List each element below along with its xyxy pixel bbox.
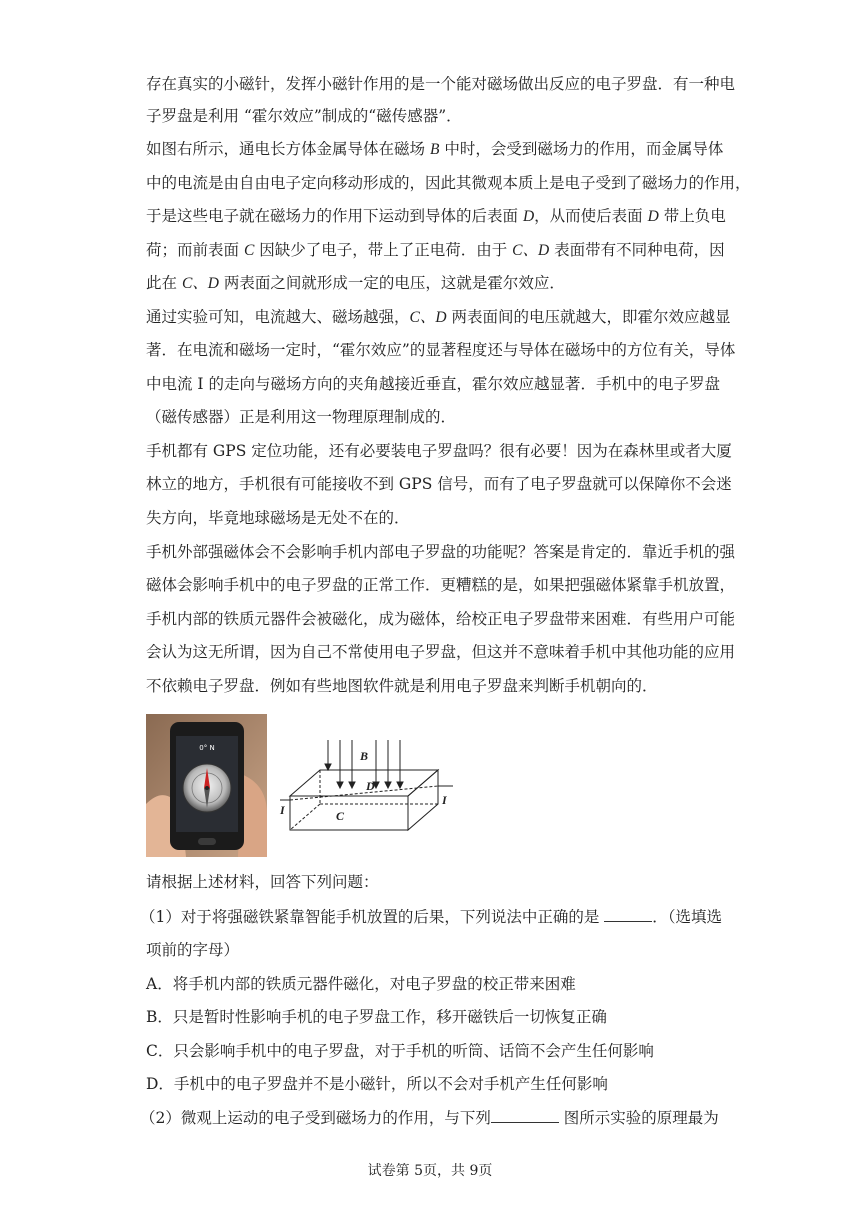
text-span: ，从而使后表面: [534, 207, 648, 225]
text-line: 存在真实的小磁针，发挥小磁针作用的是一个能对磁场做出反应的电子罗盘．有一种电: [146, 75, 736, 93]
symbol-cd: C、D: [181, 275, 219, 292]
box-top-face: [290, 770, 438, 796]
label-i-right: I: [442, 793, 447, 807]
text-span: 带上负电: [658, 207, 726, 225]
text-line: 子罗盘是利用 “霍尔效应”制成的“磁传感器”．: [146, 107, 462, 125]
text-line: [146, 206, 726, 227]
magnetic-field-arrows: [325, 740, 403, 788]
text-line: 著．在电流和磁场一定时，“霍尔效应”的显著程度还与导体在磁场中的方位有关，导体: [146, 341, 736, 359]
text-line: 失方向，毕竟地球磁场是无处不在的．: [146, 509, 410, 527]
text-line: 会认为这无所谓，因为自己不常使用电子罗盘，但这并不意味着手机中其他功能的应用: [146, 643, 736, 661]
text-span: 如图右所示，通电长方体金属导体在磁场: [146, 140, 430, 158]
hall-effect-diagram: [278, 738, 458, 838]
text-line: 手机内部的铁质元器件会被磁化，成为磁体，给校正电子罗盘带来困难．有些用户可能: [146, 610, 736, 628]
phone-compass-illustration: [146, 714, 267, 857]
text-span: 荷；而前表面: [146, 241, 244, 259]
symbol-c: C: [243, 242, 255, 259]
option-a: A．将手机内部的铁质元器件磁化，对电子罗盘的校正带来困难: [146, 975, 576, 993]
label-i-left: I: [280, 803, 285, 817]
text-span: ．（选填选: [652, 908, 723, 926]
text-line: 中的电流是由自由电子定向移动形成的，因此其微观本质上是电子受到了磁场力的作用，: [146, 174, 751, 192]
text-line: [146, 139, 723, 160]
symbol-b: B: [429, 141, 440, 158]
text-span: 两表面间的电压就越大，即霍尔效应越显: [446, 308, 731, 326]
text-span: 因缺少了电子，带上了正电荷．由于: [254, 241, 513, 259]
answer-blank-2[interactable]: [491, 1108, 559, 1123]
answer-blank-1[interactable]: [604, 907, 652, 922]
phone-compass-photo: [146, 714, 267, 857]
label-c: C: [336, 809, 345, 823]
symbol-cd: C、D: [512, 242, 550, 259]
text-span: （2）微观上运动的电子受到磁场力的作用，与下列: [140, 1109, 491, 1127]
text-line: 项前的字母）: [146, 941, 240, 959]
text-span: 通过实验可知，电流越大、磁场越强，: [146, 308, 410, 326]
text-span: 表面带有不同种电荷，因: [549, 241, 725, 259]
text-line: （磁传感器）正是利用这一物理原理制成的．: [146, 408, 457, 426]
option-d: D．手机中的电子罗盘并不是小磁针，所以不会对手机产生任何影响: [146, 1075, 608, 1093]
symbol-d: D: [522, 208, 535, 225]
text-line: [146, 307, 731, 328]
text-span: 此在: [146, 274, 182, 292]
text-line: 不依赖电子罗盘．例如有些地图软件就是利用电子罗盘来判断手机朝向的．: [146, 677, 658, 695]
text-span: 图所示实验的原理最为: [558, 1109, 719, 1127]
option-b: B．只是暂时性影响手机的电子罗盘工作，移开磁铁后一切恢复正确: [146, 1008, 607, 1026]
text-line: [146, 273, 565, 294]
text-span: 两表面之间就形成一定的电压，这就是霍尔效应．: [218, 274, 565, 292]
symbol-d: D: [647, 208, 659, 225]
text-line: 手机外部强磁体会不会影响手机内部电子罗盘的功能呢？答案是肯定的．靠近手机的强: [146, 543, 736, 561]
option-c: C．只会影响手机中的电子罗盘，对于手机的听筒、话筒不会产生任何影响: [146, 1042, 654, 1060]
compass-reading: 0° N: [199, 744, 215, 752]
questions-intro: 请根据上述材料，回答下列问题：: [146, 873, 379, 891]
box-right-face: [408, 770, 438, 830]
question-2-line: [140, 1108, 719, 1128]
symbol-cd: C、D: [409, 309, 447, 326]
text-span: 于是这些电子就在磁场力的作用下运动到导体的后表面: [146, 207, 523, 225]
label-d: D: [366, 779, 375, 793]
hall-effect-svg: [278, 738, 458, 838]
text-line: 磁体会影响手机中的电子罗盘的正常工作．更糟糕的是，如果把强磁体紧靠手机放置，: [146, 576, 736, 594]
box-front-face: [290, 796, 408, 830]
text-line: 手机都有 GPS 定位功能，还有必要装电子罗盘吗？很有必要！因为在森林里或者大厦: [146, 442, 732, 460]
text-span: 中时，会受到磁场力的作用，而金属导体: [439, 140, 724, 158]
page-footer: 试卷第 5页，共 9页: [367, 1163, 493, 1179]
text-line: [146, 240, 725, 261]
text-line: 林立的地方，手机很有可能接收不到 GPS 信号，而有了电子罗盘就可以保障你不会迷: [146, 475, 732, 493]
text-line: 中电流 I 的走向与磁场方向的夹角越接近垂直，霍尔效应越显著．手机中的电子罗盘: [146, 375, 720, 393]
text-span: （1）对于将强磁铁紧靠智能手机放置的后果，下列说法中正确的是: [140, 908, 605, 926]
question-1-line: [140, 907, 722, 927]
label-b: B: [360, 749, 369, 763]
